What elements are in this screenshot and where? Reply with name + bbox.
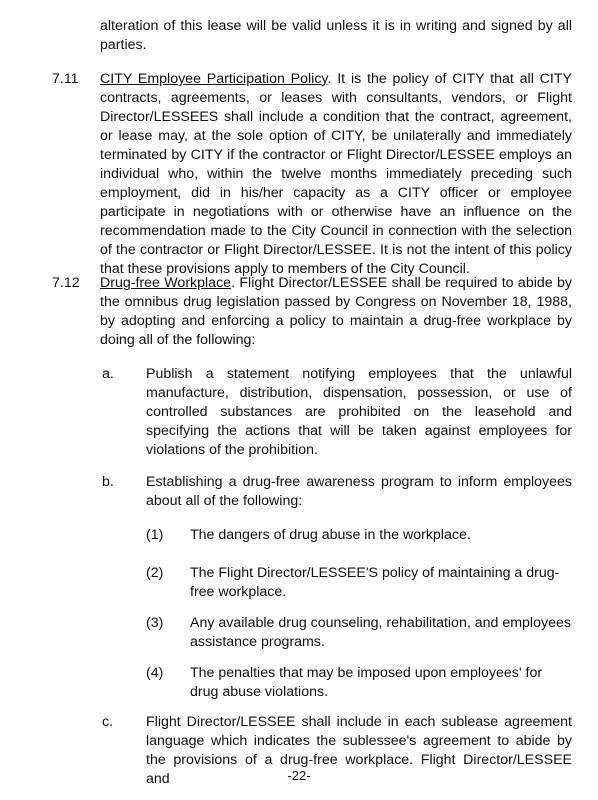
- subitem-3-text: Any available drug counseling, rehabilitation, and employees assistance programs.: [190, 615, 571, 650]
- item-b-text: Establishing a drug-free awareness program to inform employees about all of the following:: [146, 474, 572, 509]
- subitem-3-label: (3): [146, 615, 164, 631]
- item-c-label: c.: [102, 714, 114, 730]
- subitem-1-label: (1): [146, 527, 164, 543]
- item-c-text: Flight Director/LESSEE shall include in each sublease agreement language which indicates the sublessee's agreement to abide by the provisions of a drug-free workplace. Flight Director/LESSEE and: [146, 714, 572, 787]
- subitem-4-text: The penalties that may be imposed upon employees' for drug abuse violations.: [190, 665, 543, 700]
- section-7-11-heading: CITY Employee Participation Policy: [100, 71, 328, 87]
- page-number: -22-: [287, 768, 311, 783]
- section-7-12-body: . Flight Director/LESSEE shall be required to abide by the omnibus drug legislation passed by Congress on November 18, 1988, by adopting and enforcing a policy to maintain a drug-free workplace by doing all of the following:: [100, 275, 573, 348]
- subitem-4-label: (4): [146, 665, 164, 681]
- section-7-12-heading: Drug-free Workplace: [100, 275, 232, 291]
- item-a-text: Publish a statement notifying employees that the unlawful manufacture, distribution, dispensation, possession, or use of controlled substances are prohibited on the leasehold and specifying the actions that will be taken against employees for violations of the prohibition.: [146, 366, 572, 458]
- section-7-11-body: . It is the policy of CITY that all CITY contracts, agreements, or leases with consultants, vendors, or Flight Director/LESSEES shall include a condition that the contract, agreement, or lease may, at the sole option of CITY, be unilaterally and immediately terminated by CITY if the contractor or Flight Director/LESSEE employs an individual who, within the twelve months immediately preceding such employment, did in his/her capacity as a CITY officer or employee participate in negotiations with or otherwise have an influence on the recommendation made to the City Council in connection with the selection of the contractor or Flight Director/LESSEE. It is not the intent of this policy that these provisions apply to members of the City Council.: [100, 71, 572, 277]
- continuation-paragraph: alteration of this lease will be valid unless it is in writing and signed by all parties.: [100, 18, 572, 53]
- subitem-2-text: The Flight Director/LESSEE'S policy of maintaining a drug-free workplace.: [190, 565, 560, 600]
- section-7-11-number: 7.11: [52, 71, 79, 87]
- item-a-label: a.: [102, 366, 114, 382]
- section-7-12-number: 7.12: [52, 275, 80, 291]
- subitem-2-label: (2): [146, 565, 164, 581]
- section-7-11-paragraph: [100, 70, 572, 279]
- section-7-12-paragraph: [100, 274, 572, 350]
- item-b-label: b.: [102, 474, 114, 490]
- subitem-1-text: The dangers of drug abuse in the workplace.: [190, 527, 471, 543]
